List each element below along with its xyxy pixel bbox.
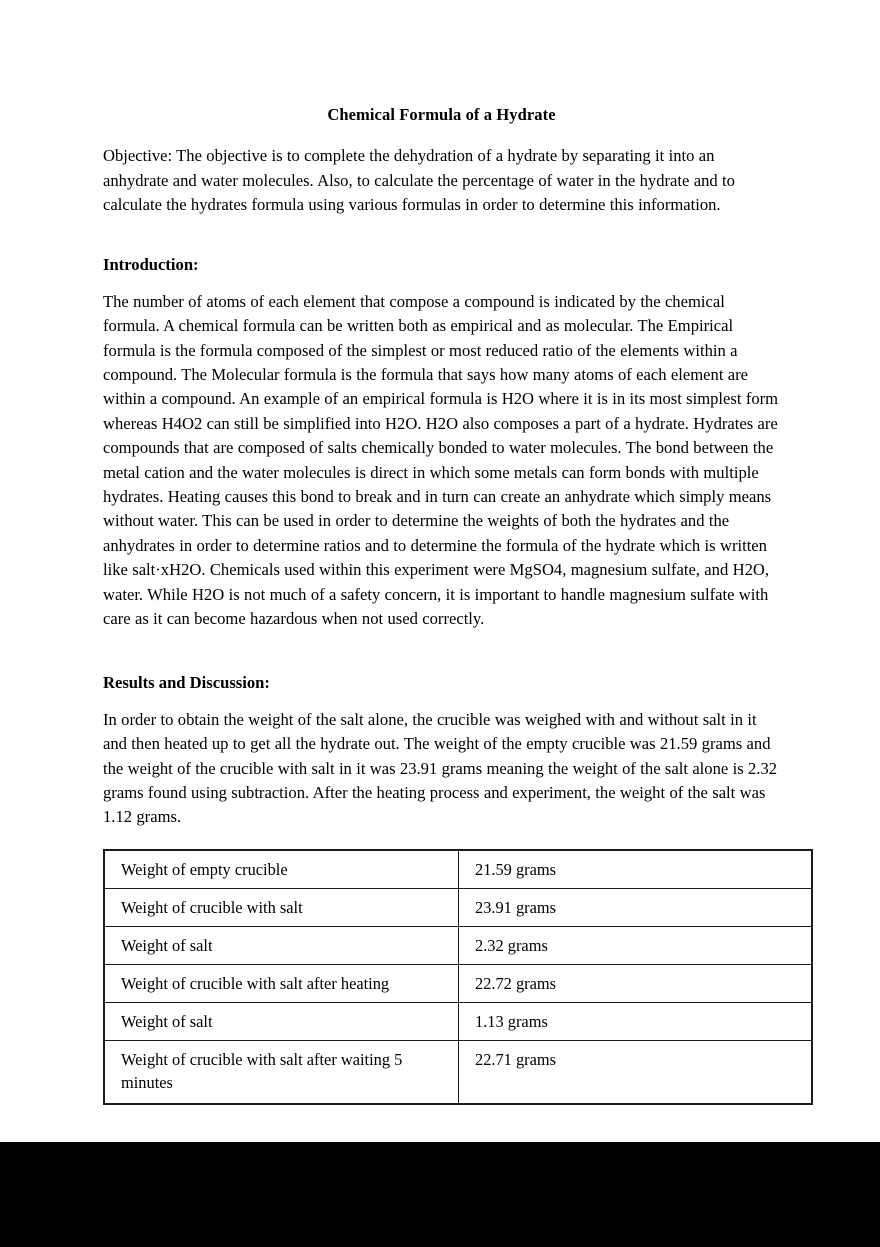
spacer-after-objective — [103, 217, 780, 253]
document-content — [103, 0, 780, 1105]
table-row — [104, 1040, 812, 1104]
results-paragraph: In order to obtain the weight of the salt alone, the crucible was weighed with and without salt in it and then heated up to get all the hydrate out. The weight of the empty crucible was 21.59 grams and the weight of the crucible with salt in it was 23.91 grams meaning the weight of the salt alone is 2.32 grams found using subtraction. After the heating process and experiment, the weight of the salt was 1.12 grams. — [103, 709, 778, 827]
table-row — [104, 850, 812, 889]
results-and-discussion-heading: Results and Discussion: — [103, 673, 270, 693]
table-cell-value: 1.13 grams — [459, 1002, 813, 1040]
spacer-after-results-heading — [103, 696, 780, 708]
table-cell-value: 21.59 grams — [459, 850, 813, 889]
table-cell-value: 22.72 grams — [459, 964, 813, 1002]
table-row — [104, 964, 812, 1002]
spacer-after-introduction-heading — [103, 278, 780, 290]
table-cell-label: Weight of crucible with salt after heating — [104, 964, 459, 1002]
table-cell-label: Weight of salt — [104, 1002, 459, 1040]
table-cell-value: 22.71 grams — [459, 1040, 813, 1104]
bottom-black-band — [0, 1142, 880, 1247]
spacer-before-table — [103, 830, 780, 849]
table-cell-label: Weight of empty crucible — [104, 850, 459, 889]
introduction-paragraph: The number of atoms of each element that compose a compound is indicated by the chemical formula. A chemical formula can be written both as empirical and as molecular. The Empirical formula is the formula composed of the simplest or most reduced ratio of the elements within a compound. The Molecular formula is the formula that says how many atoms of each element are within a compound. An example of an empirical formula is H2O where it is in its most simplest form whereas H4O2 can still be simplified into H2O. H2O also composes a part of a hydrate. Hydrates are compounds that are composed of salts chemically bonded to water molecules. The bond between the metal cation and the water molecules is direct in which some metals can form bonds with multiple hydrates. Heating causes this bond to break and in turn can create an anhydrate which simply means without water. This can be used in order to determine the weights of both the hydrates and the anhydrates in order to determine ratios and to determine the formula of the hydrate which is written like salt·xH2O. Chemicals used within this experiment were MgSO4, magnesium sulfate, and H2O, water. While H2O is not much of a safety concern, it is important to handle magnesium sulfate with care as it can become hazardous when not used correctly. — [103, 291, 779, 629]
measurements-table — [103, 849, 813, 1105]
table-row — [104, 926, 812, 964]
objective-paragraph: Objective: The objective is to complete the dehydration of a hydrate by separating it into an anhydrate and water molecules. Also, to calculate the percentage of water in the hydrate and to calculate the hydrates formula using various formulas in order to determine this information. — [103, 146, 735, 214]
table-cell-label: Weight of crucible with salt — [104, 888, 459, 926]
table-cell-label: Weight of crucible with salt after waiting 5 minutes — [104, 1040, 459, 1104]
table-cell-value: 23.91 grams — [459, 888, 813, 926]
table-row — [104, 888, 812, 926]
table-cell-value: 2.32 grams — [459, 926, 813, 964]
table-row — [104, 1002, 812, 1040]
spacer-after-title — [103, 125, 780, 144]
introduction-heading: Introduction: — [103, 255, 199, 275]
table-cell-label: Weight of salt — [104, 926, 459, 964]
spacer-after-introduction — [103, 631, 780, 671]
page-title: Chemical Formula of a Hydrate — [327, 105, 556, 124]
measurements-table-body — [104, 850, 812, 1104]
